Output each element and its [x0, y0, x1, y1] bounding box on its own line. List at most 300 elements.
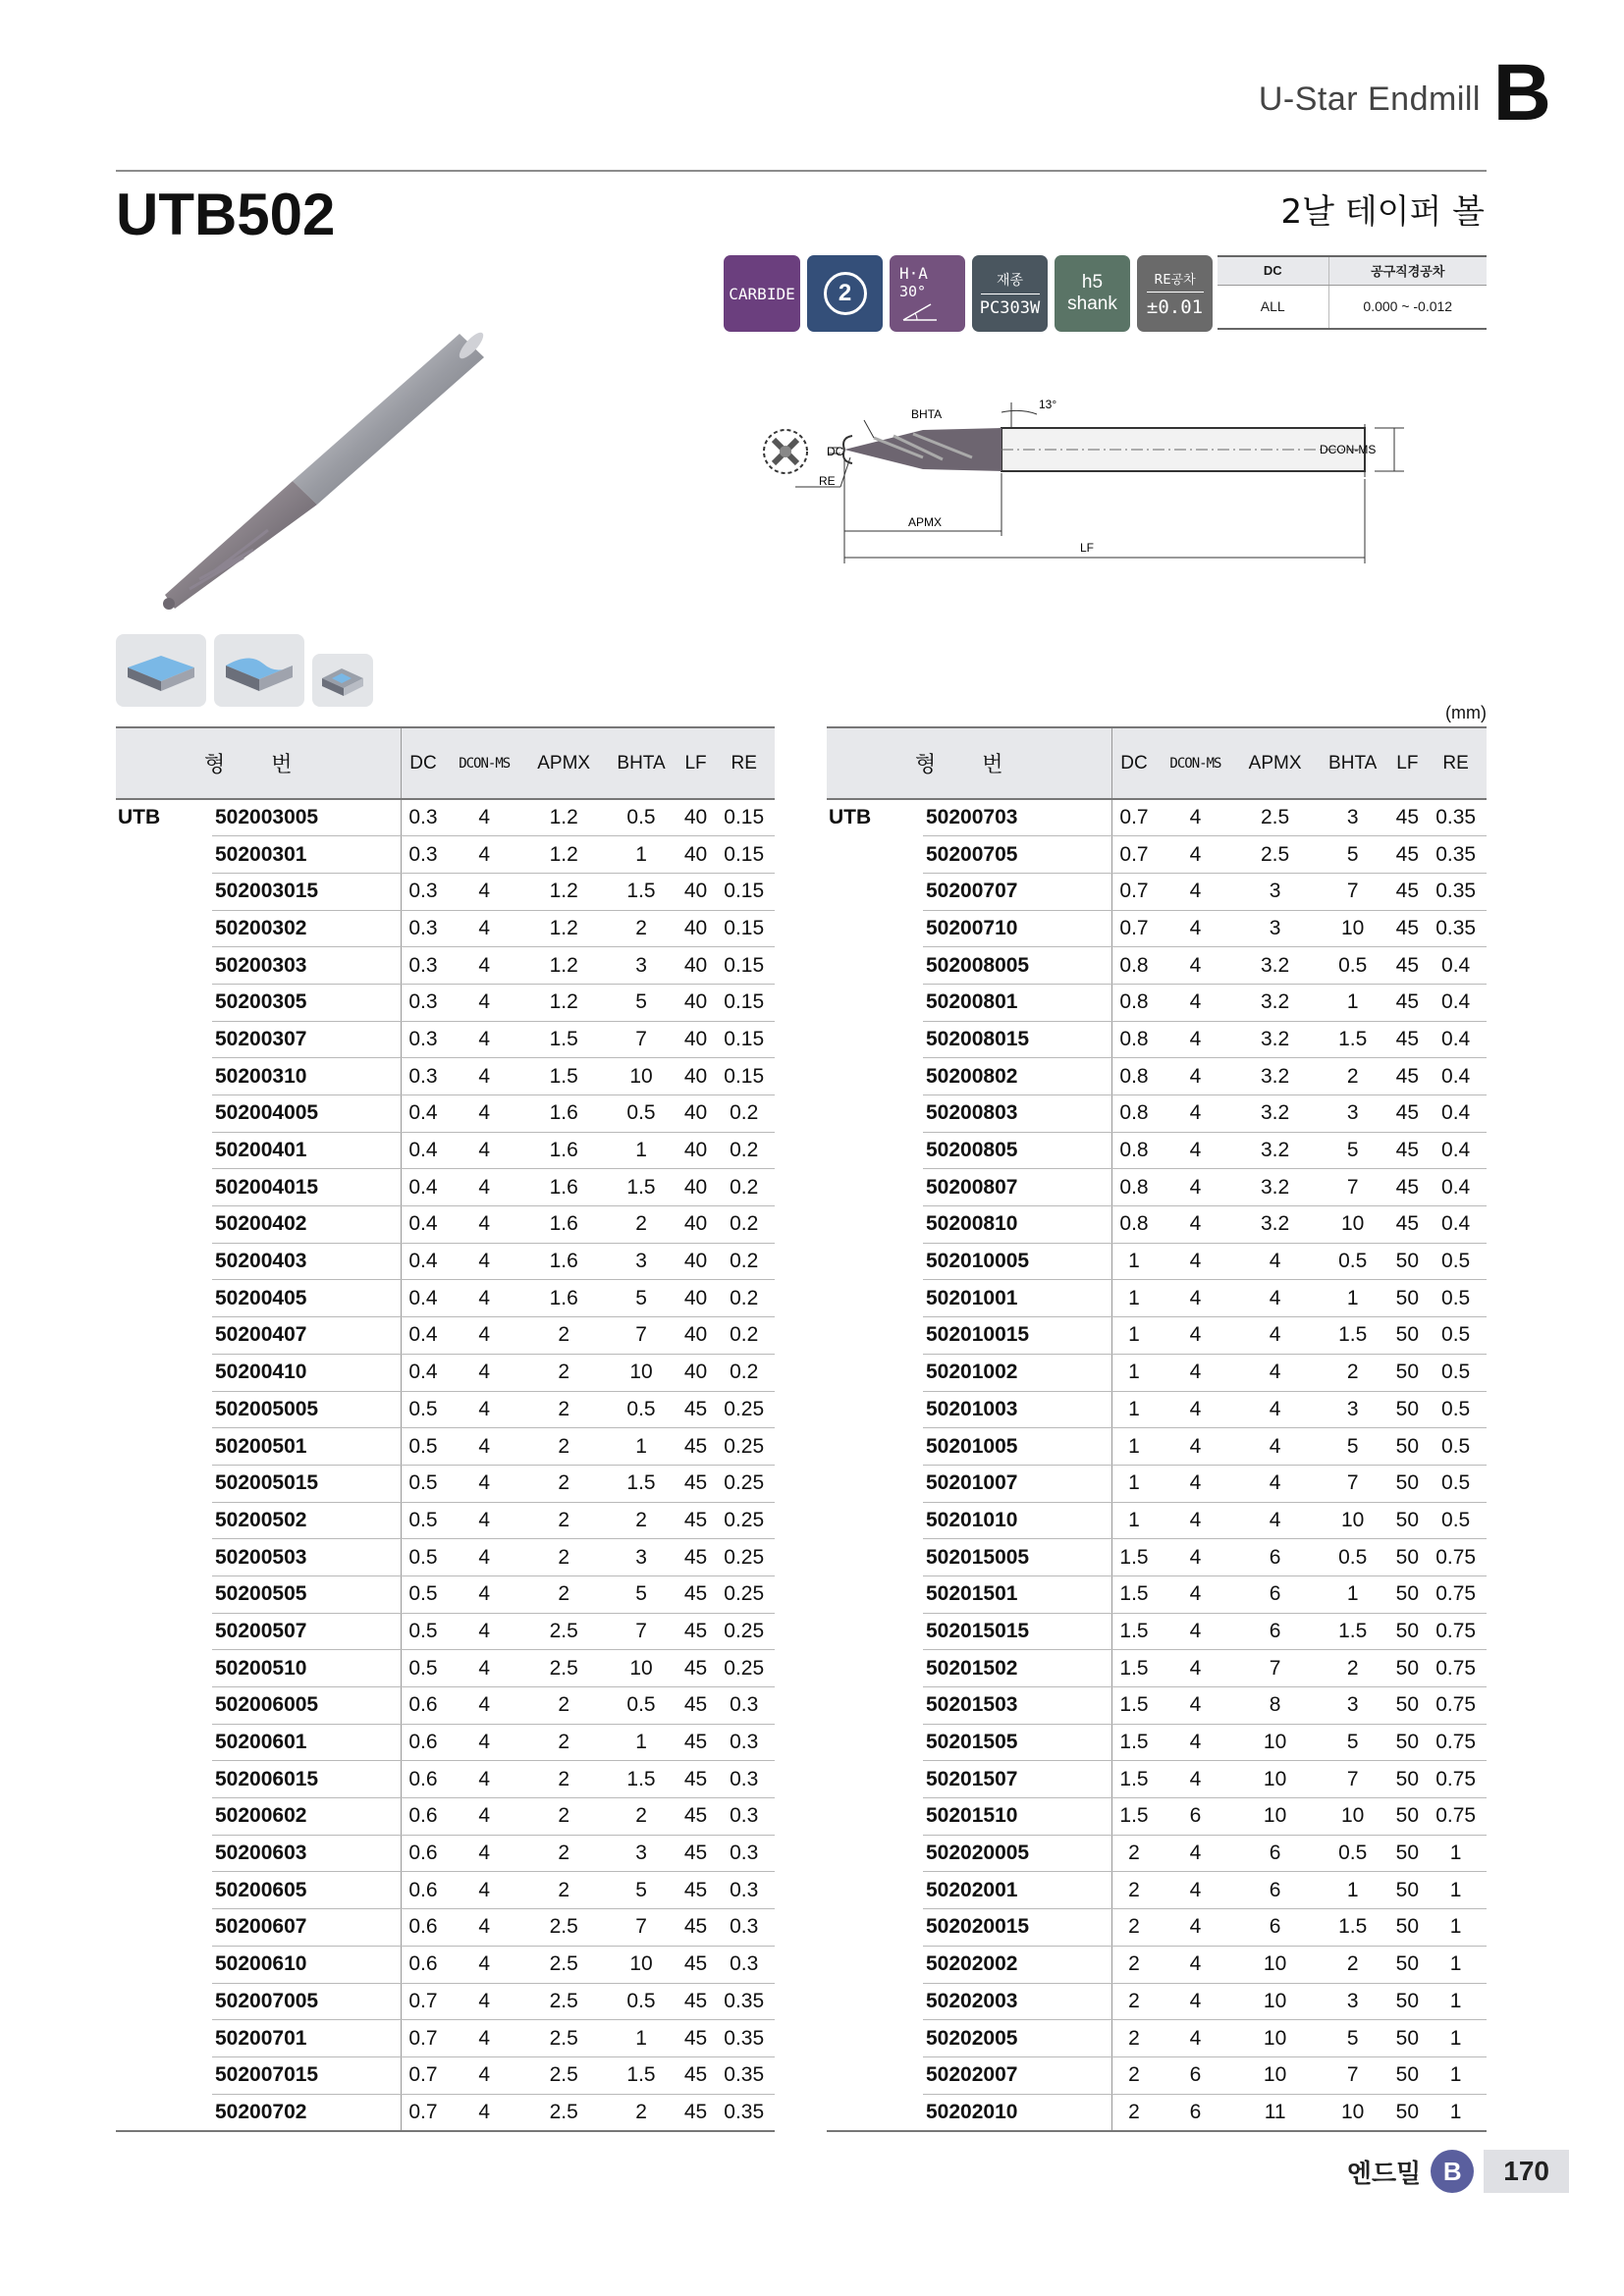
header-name: 형 번 [827, 727, 1111, 799]
apmx-value: 2 [523, 1539, 604, 1576]
apmx-value: 10 [1234, 1798, 1316, 1836]
material-label: CARBIDE [729, 284, 795, 303]
flute-count: 2 [824, 272, 867, 315]
bhta-value: 3 [1316, 799, 1390, 836]
re-value: 0.75 [1425, 1798, 1487, 1836]
table-row [116, 1502, 775, 1539]
product-code: 502004005 [212, 1095, 401, 1133]
dc-value: 2 [1111, 2056, 1157, 2094]
lf-value: 50 [1389, 1539, 1425, 1576]
product-code: 502010015 [923, 1317, 1111, 1355]
dcon-value: 4 [1157, 1761, 1235, 1798]
lf-value: 50 [1389, 1761, 1425, 1798]
dc-value: 0.7 [401, 2056, 445, 2094]
series-prefix [827, 1761, 923, 1798]
shank-tol: h5 [1081, 272, 1104, 293]
lf-value: 50 [1389, 1983, 1425, 2020]
table-row [116, 1391, 775, 1428]
table-row [827, 2094, 1487, 2131]
product-code: 50200702 [212, 2094, 401, 2131]
dc-value: 0.3 [401, 1021, 445, 1058]
dcon-value: 4 [445, 1798, 523, 1836]
lf-value: 50 [1389, 1575, 1425, 1613]
dcon-value: 4 [1157, 1872, 1235, 1909]
table-row [827, 1687, 1487, 1725]
product-code: 50200605 [212, 1872, 401, 1909]
lf-value: 40 [678, 836, 714, 874]
series-prefix [827, 947, 923, 985]
re-tol-label: RE공차 [1147, 269, 1204, 293]
bhta-value: 10 [1316, 910, 1390, 947]
dcon-value: 4 [445, 873, 523, 910]
bhta-value: 1.5 [1316, 1317, 1390, 1355]
product-code: 502003015 [212, 873, 401, 910]
bhta-value: 1.5 [604, 2056, 677, 2094]
dc-value: 2 [1111, 1983, 1157, 2020]
unit-label: (mm) [1445, 703, 1487, 722]
dc-value: 0.6 [401, 1946, 445, 1983]
lf-value: 45 [678, 1872, 714, 1909]
product-code: 50200607 [212, 1909, 401, 1947]
bhta-value: 5 [604, 1872, 677, 1909]
table-row [827, 1428, 1487, 1466]
bhta-value: 5 [1316, 1132, 1390, 1169]
lf-value: 50 [1389, 1502, 1425, 1539]
series-prefix [116, 873, 212, 910]
slot-machining-icon [312, 654, 373, 707]
spec-badges [724, 255, 1213, 332]
product-code: 50200707 [923, 873, 1111, 910]
dcon-value: 4 [1157, 1280, 1235, 1317]
product-code: 50200703 [923, 799, 1111, 836]
dcon-value: 4 [445, 947, 523, 985]
re-value: 0.75 [1425, 1687, 1487, 1725]
dcon-value: 4 [445, 1169, 523, 1206]
apmx-value: 4 [1234, 1243, 1316, 1280]
table-row [827, 2056, 1487, 2094]
lf-value: 45 [678, 1428, 714, 1466]
lf-value: 45 [678, 2056, 714, 2094]
tol-value-range: 0.000 ~ -0.012 [1328, 285, 1487, 329]
lf-value: 45 [678, 1687, 714, 1725]
dc-value: 0.7 [1111, 873, 1157, 910]
table-row [116, 1058, 775, 1095]
bhta-value: 2 [604, 2094, 677, 2131]
footer-category: 엔드밀 [1346, 2159, 1422, 2189]
apmx-value: 2.5 [523, 2020, 604, 2057]
dc-value: 1 [1111, 1428, 1157, 1466]
re-value: 0.2 [713, 1132, 775, 1169]
table-row [827, 1575, 1487, 1613]
dc-value: 0.6 [401, 1835, 445, 1872]
header-lf: LF [678, 727, 714, 799]
lf-value: 50 [1389, 1317, 1425, 1355]
table-row [116, 1206, 775, 1244]
series-prefix [116, 1835, 212, 1872]
product-code: 50201505 [923, 1724, 1111, 1761]
bhta-value: 5 [604, 1575, 677, 1613]
apmx-value: 3.2 [1234, 1206, 1316, 1244]
dcon-value: 4 [445, 2094, 523, 2131]
dc-value: 0.5 [401, 1613, 445, 1650]
table-row [827, 1946, 1487, 1983]
table-row [827, 1465, 1487, 1502]
lf-value: 40 [678, 947, 714, 985]
dcon-value: 4 [1157, 2020, 1235, 2057]
dc-value: 0.4 [401, 1354, 445, 1391]
apmx-value: 10 [1234, 1724, 1316, 1761]
lf-value: 40 [678, 1058, 714, 1095]
series-prefix [116, 1428, 212, 1466]
re-value: 0.5 [1425, 1428, 1487, 1466]
series-prefix [116, 2020, 212, 2057]
material-badge [724, 255, 800, 332]
series-prefix [116, 1539, 212, 1576]
dcon-value: 4 [445, 1946, 523, 1983]
footer-section-badge: B [1431, 2150, 1474, 2193]
apmx-value: 3.2 [1234, 947, 1316, 985]
product-code: 50200405 [212, 1280, 401, 1317]
re-value: 0.25 [713, 1613, 775, 1650]
table-row [827, 1280, 1487, 1317]
lf-value: 45 [678, 1575, 714, 1613]
apmx-value: 1.2 [523, 910, 604, 947]
lf-value: 40 [678, 1095, 714, 1133]
re-value: 0.2 [713, 1169, 775, 1206]
dc-value: 0.7 [401, 2094, 445, 2131]
dc-value: 0.3 [401, 873, 445, 910]
series-prefix [116, 1465, 212, 1502]
product-code: 50200310 [212, 1058, 401, 1095]
dc-value: 1 [1111, 1391, 1157, 1428]
apmx-value: 10 [1234, 1946, 1316, 1983]
bhta-value: 0.5 [1316, 1243, 1390, 1280]
header-re: RE [713, 727, 775, 799]
bhta-value: 1 [1316, 1280, 1390, 1317]
bhta-value: 1 [604, 2020, 677, 2057]
dc-value: 0.8 [1111, 1132, 1157, 1169]
re-value: 0.5 [1425, 1391, 1487, 1428]
apmx-value: 2 [523, 1502, 604, 1539]
apmx-value: 3 [1234, 873, 1316, 910]
dc-value: 0.5 [401, 1502, 445, 1539]
dcon-value: 4 [1157, 1909, 1235, 1947]
header-dc: DC [1111, 727, 1157, 799]
table-row [827, 1724, 1487, 1761]
series-prefix [827, 1132, 923, 1169]
product-code: 50200601 [212, 1724, 401, 1761]
dcon-value: 4 [1157, 1317, 1235, 1355]
table-row [827, 1909, 1487, 1947]
dc-value: 0.4 [401, 1169, 445, 1206]
dcon-value: 4 [1157, 1835, 1235, 1872]
bhta-value: 7 [604, 1317, 677, 1355]
apmx-value: 2.5 [523, 1613, 604, 1650]
table-row [827, 1058, 1487, 1095]
re-value: 0.75 [1425, 1724, 1487, 1761]
bhta-value: 2 [1316, 1058, 1390, 1095]
product-code: 502005015 [212, 1465, 401, 1502]
model-title: UTB502 [116, 182, 336, 247]
dc-value: 1.5 [1111, 1650, 1157, 1687]
bhta-value: 1 [1316, 1575, 1390, 1613]
lf-value: 45 [1389, 873, 1425, 910]
section-letter: B [1492, 48, 1551, 137]
series-prefix [827, 1095, 923, 1133]
apmx-value: 8 [1234, 1687, 1316, 1725]
dc-value: 0.6 [401, 1724, 445, 1761]
table-row [116, 799, 775, 836]
lf-value: 40 [678, 873, 714, 910]
bhta-value: 2 [604, 1502, 677, 1539]
dc-value: 2 [1111, 1909, 1157, 1947]
helix-angle: 30° [899, 283, 927, 300]
table-row [116, 2094, 775, 2131]
dcon-value: 4 [445, 1243, 523, 1280]
product-code: 50200610 [212, 1946, 401, 1983]
bhta-value: 7 [1316, 873, 1390, 910]
bhta-value: 10 [604, 1354, 677, 1391]
dcon-value: 4 [1157, 1021, 1235, 1058]
dc-value: 1.5 [1111, 1798, 1157, 1836]
apmx-value: 2.5 [1234, 799, 1316, 836]
series-prefix [116, 910, 212, 947]
dcon-value: 4 [1157, 1354, 1235, 1391]
apmx-value: 2 [523, 1798, 604, 1836]
apmx-value: 1.2 [523, 947, 604, 985]
dcon-value: 4 [445, 1058, 523, 1095]
dcon-value: 4 [445, 799, 523, 836]
dc-value: 0.4 [401, 1243, 445, 1280]
product-code: 50200301 [212, 836, 401, 874]
product-code: 50202001 [923, 1872, 1111, 1909]
header-apmx: APMX [1234, 727, 1316, 799]
series-prefix [827, 1835, 923, 1872]
bhta-value: 7 [1316, 1761, 1390, 1798]
lf-value: 45 [678, 1391, 714, 1428]
series-prefix [827, 1872, 923, 1909]
product-code: 50200807 [923, 1169, 1111, 1206]
bhta-value: 10 [1316, 1502, 1390, 1539]
series-prefix [116, 1021, 212, 1058]
lf-value: 50 [1389, 1243, 1425, 1280]
re-value: 0.35 [1425, 836, 1487, 874]
series-prefix [827, 836, 923, 874]
lf-value: 45 [678, 1539, 714, 1576]
re-value: 0.4 [1425, 1095, 1487, 1133]
tol-header-tolerance: 공구직경공차 [1328, 256, 1487, 285]
dc-value: 1.5 [1111, 1724, 1157, 1761]
bhta-value: 0.5 [1316, 1539, 1390, 1576]
apmx-value: 3.2 [1234, 1132, 1316, 1169]
series-prefix [116, 1280, 212, 1317]
series-prefix [116, 1575, 212, 1613]
dcon-value: 4 [1157, 1613, 1235, 1650]
bhta-value: 3 [604, 947, 677, 985]
product-code: 502004015 [212, 1169, 401, 1206]
dcon-value: 4 [1157, 1946, 1235, 1983]
re-value: 0.3 [713, 1798, 775, 1836]
table-row [827, 1243, 1487, 1280]
dcon-value: 4 [445, 1132, 523, 1169]
table-row [827, 1650, 1487, 1687]
re-value: 0.15 [713, 947, 775, 985]
lf-value: 45 [1389, 1132, 1425, 1169]
series-prefix [827, 1724, 923, 1761]
series-prefix [116, 1798, 212, 1836]
apmx-value: 3.2 [1234, 1169, 1316, 1206]
bhta-value: 10 [604, 1650, 677, 1687]
bhta-value: 2 [1316, 1354, 1390, 1391]
diagram-label-lf: LF [1080, 541, 1095, 555]
table-row [116, 1575, 775, 1613]
lf-value: 45 [678, 1983, 714, 2020]
series-prefix [827, 2094, 923, 2131]
lf-value: 50 [1389, 1428, 1425, 1466]
lf-value: 50 [1389, 2020, 1425, 2057]
diagram-label-apmx: APMX [908, 515, 943, 529]
bhta-value: 0.5 [1316, 1835, 1390, 1872]
dc-value: 0.3 [401, 1058, 445, 1095]
spec-table-left [116, 726, 775, 2132]
re-value: 0.3 [713, 1687, 775, 1725]
re-value: 0.15 [713, 799, 775, 836]
product-code: 50200701 [212, 2020, 401, 2057]
dc-value: 0.6 [401, 1909, 445, 1947]
table-row [116, 1650, 775, 1687]
helix-badge [890, 255, 965, 332]
bhta-value: 1 [604, 1428, 677, 1466]
bhta-value: 1.5 [1316, 1021, 1390, 1058]
apmx-value: 1.2 [523, 799, 604, 836]
re-value: 1 [1425, 1835, 1487, 1872]
table-row [827, 1206, 1487, 1244]
re-value: 0.2 [713, 1206, 775, 1244]
dcon-value: 4 [1157, 1391, 1235, 1428]
apmx-value: 2.5 [523, 1946, 604, 1983]
dc-value: 0.8 [1111, 947, 1157, 985]
apmx-value: 1.6 [523, 1243, 604, 1280]
lf-value: 45 [1389, 947, 1425, 985]
series-prefix [116, 1095, 212, 1133]
lf-value: 50 [1389, 1280, 1425, 1317]
series-prefix [827, 873, 923, 910]
bhta-value: 5 [1316, 1724, 1390, 1761]
re-value: 0.75 [1425, 1575, 1487, 1613]
table-row [116, 1465, 775, 1502]
product-code: 50200705 [923, 836, 1111, 874]
product-code: 50200507 [212, 1613, 401, 1650]
dcon-value: 4 [1157, 1465, 1235, 1502]
lf-value: 50 [1389, 1613, 1425, 1650]
re-value: 0.5 [1425, 1354, 1487, 1391]
apmx-value: 4 [1234, 1391, 1316, 1428]
table-row [827, 1835, 1487, 1872]
dcon-value: 4 [1157, 1058, 1235, 1095]
table-row [827, 873, 1487, 910]
dcon-value: 4 [445, 1761, 523, 1798]
bhta-value: 1 [604, 1132, 677, 1169]
table-row [116, 984, 775, 1021]
re-value: 1 [1425, 1872, 1487, 1909]
re-value: 0.2 [713, 1354, 775, 1391]
table-row [827, 1761, 1487, 1798]
series-prefix [827, 1465, 923, 1502]
apmx-value: 6 [1234, 1835, 1316, 1872]
table-row [116, 1021, 775, 1058]
apmx-value: 1.5 [523, 1021, 604, 1058]
series-prefix [116, 984, 212, 1021]
bhta-value: 3 [604, 1539, 677, 1576]
bhta-value: 2 [1316, 1946, 1390, 1983]
apmx-value: 6 [1234, 1613, 1316, 1650]
apmx-value: 2 [523, 1575, 604, 1613]
diameter-tolerance-table [1218, 255, 1487, 330]
series-title: U-Star Endmill [1258, 80, 1481, 118]
dcon-value: 4 [445, 910, 523, 947]
dcon-value: 4 [445, 1909, 523, 1947]
series-prefix [116, 1872, 212, 1909]
series-prefix [827, 1021, 923, 1058]
lf-value: 40 [678, 1280, 714, 1317]
series-prefix [116, 1909, 212, 1947]
table-row [827, 1169, 1487, 1206]
bhta-value: 0.5 [604, 1983, 677, 2020]
product-code: 50201001 [923, 1280, 1111, 1317]
table-row [827, 836, 1487, 874]
apmx-value: 6 [1234, 1539, 1316, 1576]
apmx-value: 2 [523, 1761, 604, 1798]
table-row [116, 2056, 775, 2094]
series-prefix [827, 1909, 923, 1947]
series-prefix [827, 910, 923, 947]
dc-value: 0.4 [401, 1095, 445, 1133]
tool-dimension-diagram [746, 389, 1404, 565]
apmx-value: 4 [1234, 1317, 1316, 1355]
re-value: 0.25 [713, 1428, 775, 1466]
bhta-value: 5 [1316, 836, 1390, 874]
table-body-right [827, 799, 1487, 2131]
table-row [827, 947, 1487, 985]
product-code: 50201507 [923, 1761, 1111, 1798]
dc-value: 0.6 [401, 1872, 445, 1909]
bhta-value: 2 [604, 910, 677, 947]
dcon-value: 4 [1157, 1502, 1235, 1539]
dc-value: 1.5 [1111, 1761, 1157, 1798]
product-code: 50200602 [212, 1798, 401, 1836]
series-prefix [827, 1280, 923, 1317]
product-code: 50202003 [923, 1983, 1111, 2020]
series-prefix [827, 1391, 923, 1428]
apmx-value: 2 [523, 1317, 604, 1355]
apmx-value: 4 [1234, 1280, 1316, 1317]
dc-value: 1.5 [1111, 1539, 1157, 1576]
apmx-value: 4 [1234, 1465, 1316, 1502]
apmx-value: 1.2 [523, 873, 604, 910]
table-row [116, 1280, 775, 1317]
table-row [116, 1798, 775, 1836]
apmx-value: 2 [523, 1872, 604, 1909]
dc-value: 0.6 [401, 1798, 445, 1836]
bhta-value: 5 [1316, 2020, 1390, 2057]
series-prefix [116, 1613, 212, 1650]
table-row [827, 799, 1487, 836]
lf-value: 40 [678, 1132, 714, 1169]
dc-value: 2 [1111, 1872, 1157, 1909]
dc-value: 0.3 [401, 799, 445, 836]
dcon-value: 4 [445, 1983, 523, 2020]
apmx-value: 3 [1234, 910, 1316, 947]
